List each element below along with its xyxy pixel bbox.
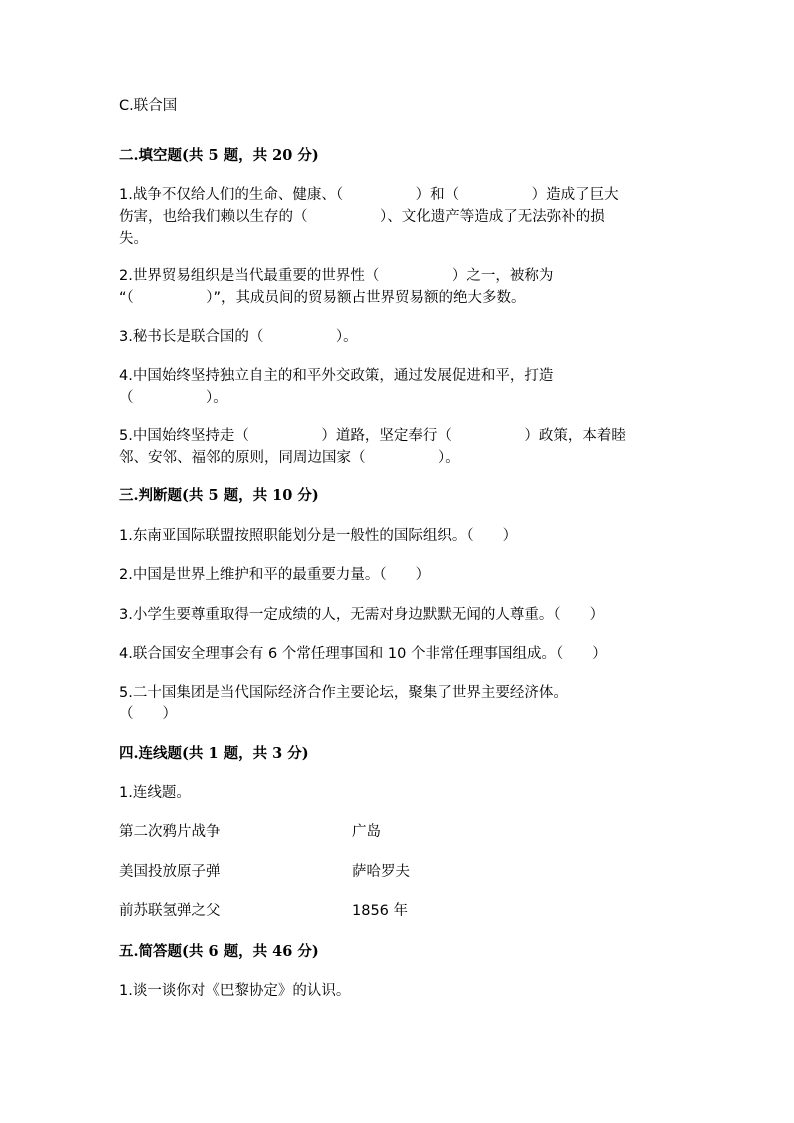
short-q1: 1.谈一谈你对《巴黎协定》的认识。 [119, 983, 351, 999]
fill-q1-line2: 伤害，也给我们赖以生存的（ ）、文化遗产等造成了无法弥补的损 [119, 209, 605, 225]
judge-q2: 2.中国是世界上维护和平的最重要力量。（ ） [119, 567, 431, 583]
match-left-item: 前苏联氢弹之父 [119, 903, 221, 919]
fill-q2-line2: “（ ）”，其成员间的贸易额占世界贸易额的绝大多数。 [119, 290, 526, 306]
match-right-item: 萨哈罗夫 [352, 864, 410, 880]
fill-q4-line1: 4.中国始终坚持独立自主的和平外交政策，通过发展促进和平，打造 [119, 368, 554, 384]
judge-q5-line1: 5.二十国集团是当代国际经济合作主要论坛，聚集了世界主要经济体。 [119, 685, 568, 701]
judge-q1: 1.东南亚国际联盟按照职能划分是一般性的国际组织。（ ） [119, 528, 518, 544]
fill-q1-line1: 1.战争不仅给人们的生命、健康、（ ）和（ ）造成了巨大 [119, 187, 619, 203]
fill-q2-line1: 2.世界贸易组织是当代最重要的世界性（ ）之一，被称为 [119, 268, 554, 284]
match-right-item: 1856 年 [352, 903, 409, 919]
match-q1: 1.连线题。 [119, 785, 191, 801]
fill-q4-line2: （ ）。 [119, 390, 228, 406]
section-4-heading: 四.连线题(共 1 题，共 3 分) [119, 745, 309, 762]
match-right-item: 广岛 [352, 824, 381, 840]
section-2-heading: 二.填空题(共 5 题，共 20 分) [119, 147, 319, 164]
match-left-item: 第二次鸦片战争 [119, 824, 221, 840]
judge-q4: 4.联合国安全理事会有 6 个常任理事国和 10 个非常任理事国组成。（ ） [119, 646, 607, 662]
fill-q1-line3: 失。 [119, 231, 148, 247]
fill-q5-line1: 5.中国始终坚持走（ ）道路，坚定奉行（ ）政策，本着睦 [119, 428, 626, 444]
judge-q5-line2: （ ） [119, 706, 177, 722]
judge-q3: 3.小学生要尊重取得一定成绩的人，无需对身边默默无闻的人尊重。（ ） [119, 607, 605, 623]
option-c: C.联合国 [119, 98, 178, 114]
fill-q3: 3.秘书长是联合国的（ ）。 [119, 329, 358, 345]
section-3-heading: 三.判断题(共 5 题，共 10 分) [119, 487, 319, 504]
match-left-item: 美国投放原子弹 [119, 864, 221, 880]
fill-q5-line2: 邻、安邻、福邻的原则，同周边国家（ ）。 [119, 450, 460, 466]
section-5-heading: 五.简答题(共 6 题，共 46 分) [119, 943, 319, 960]
